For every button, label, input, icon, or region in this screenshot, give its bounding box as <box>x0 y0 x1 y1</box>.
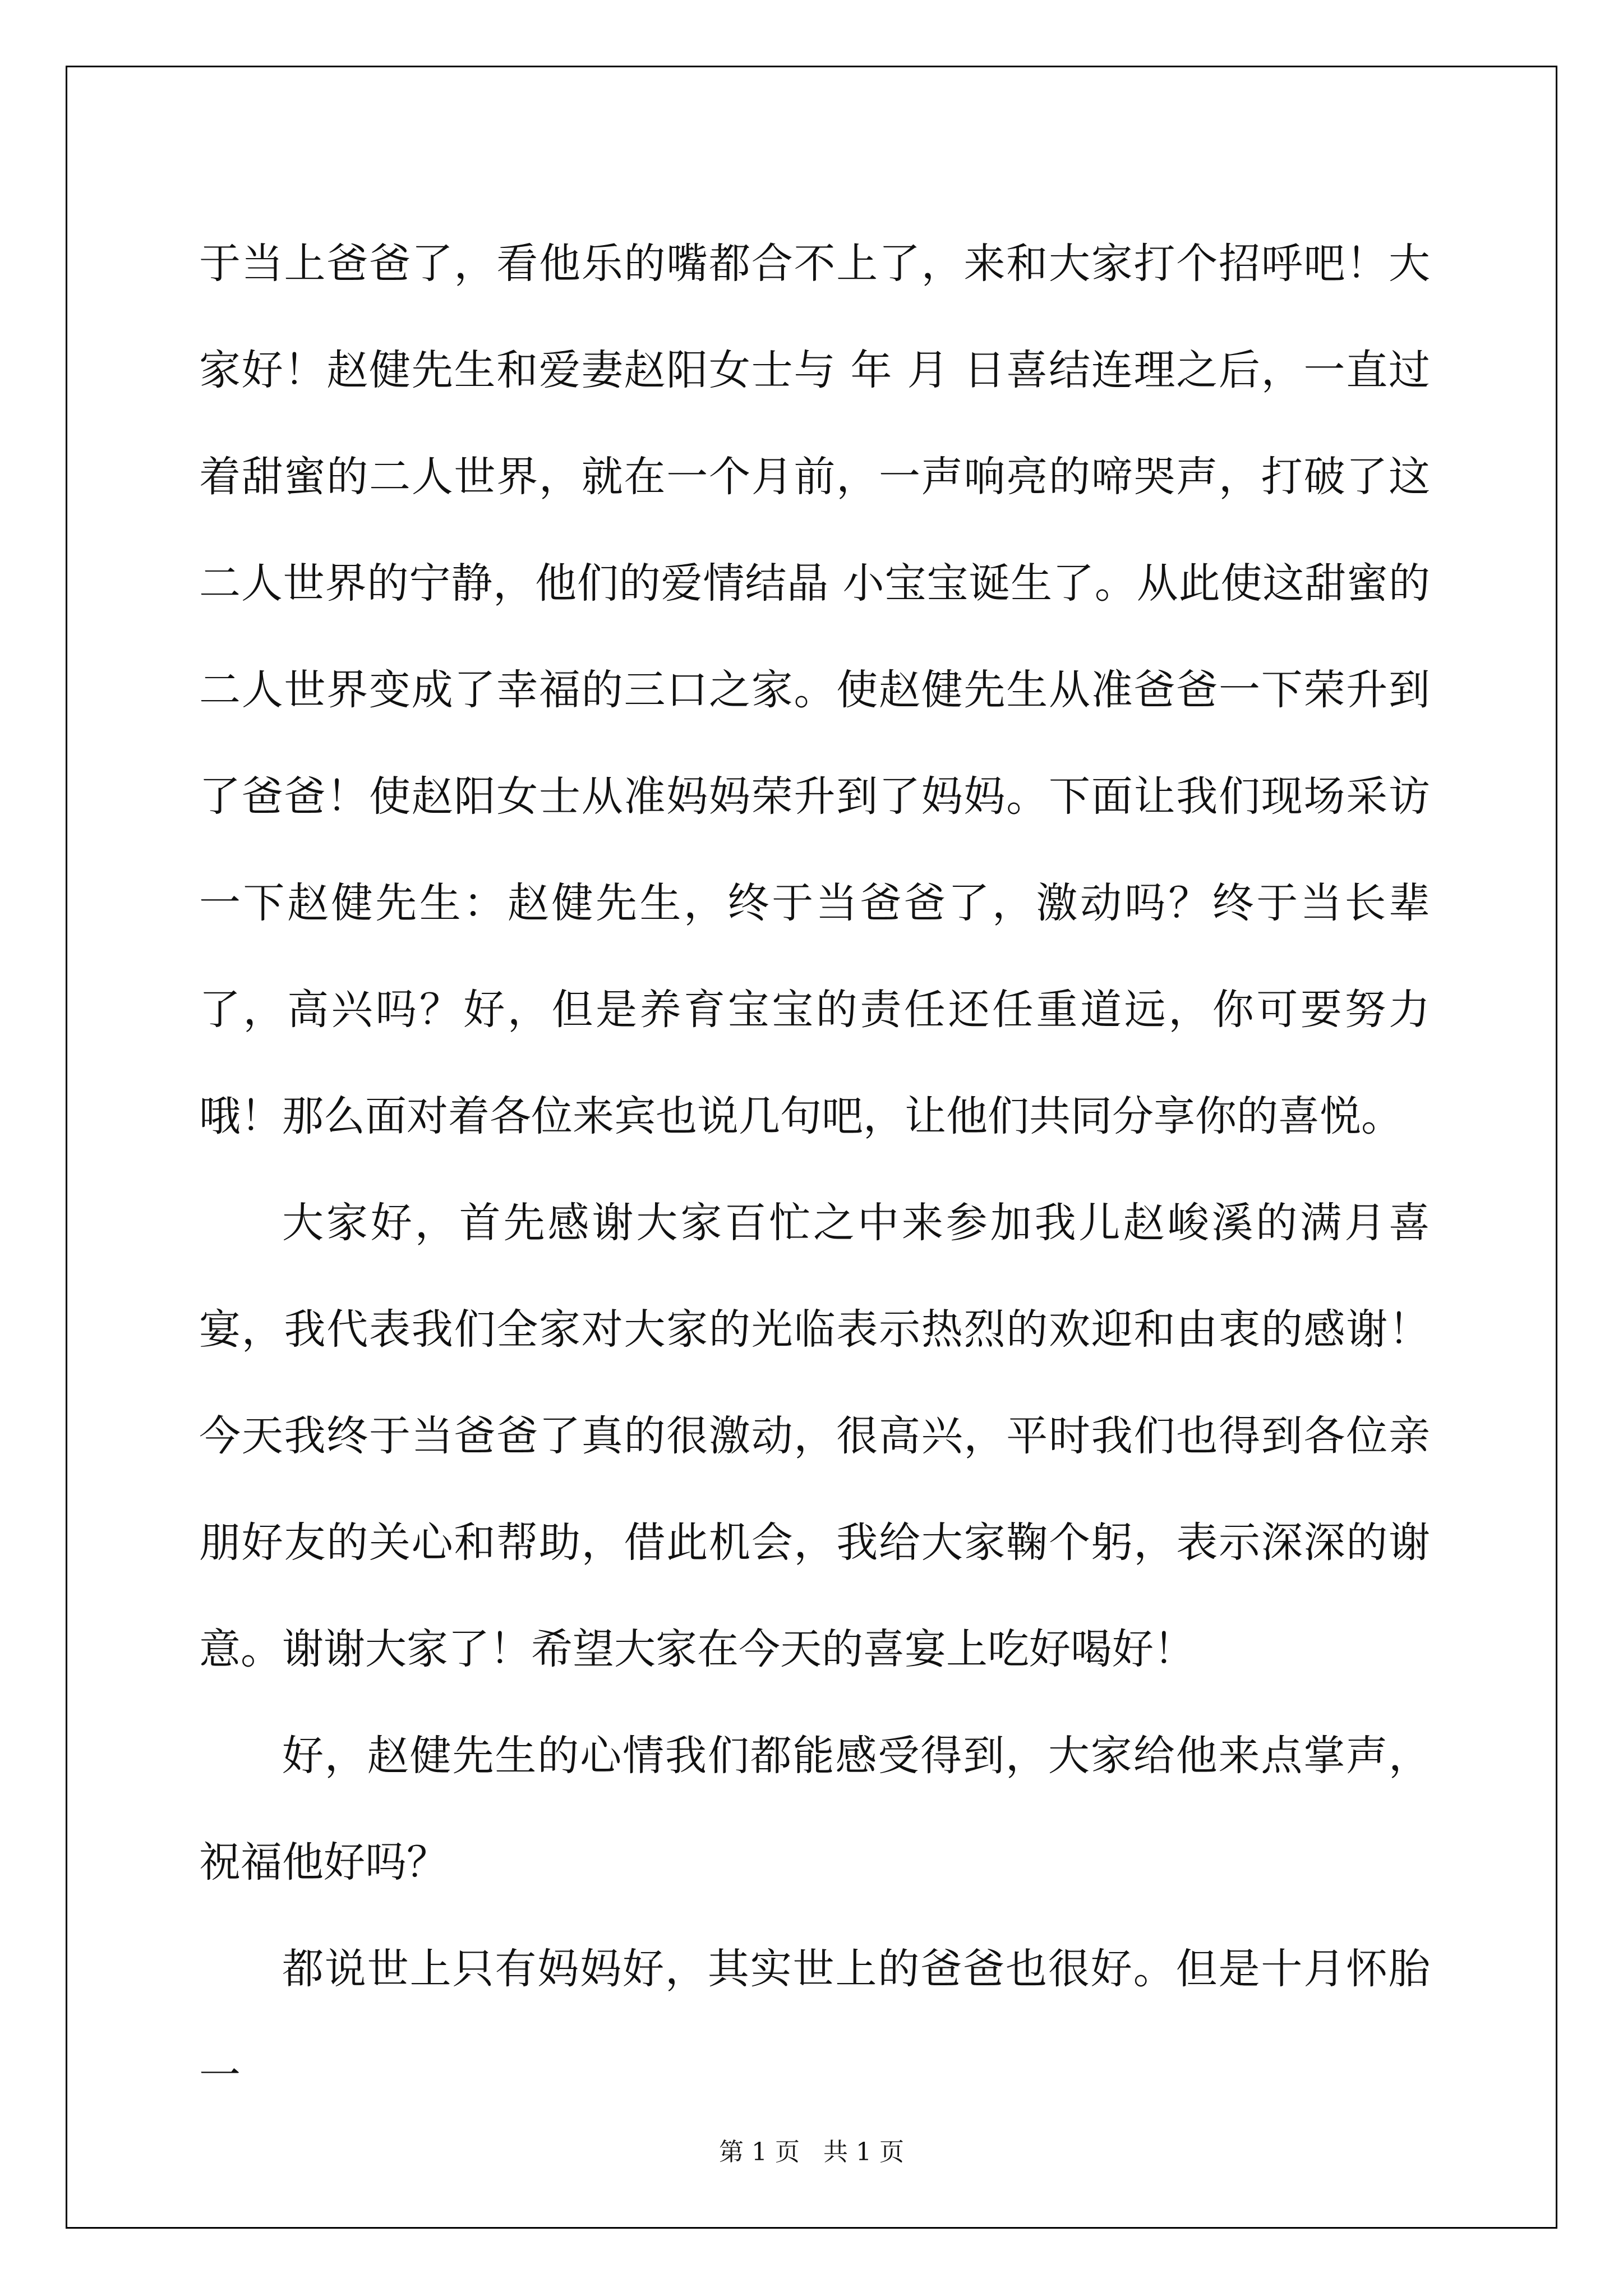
paragraph-3: 好，赵健先生的心情我们都能感受得到，大家给他来点掌声，祝福他好吗？ <box>199 1732 1430 1887</box>
paragraph-2: 大家好，首先感谢大家百忙之中来参加我儿赵峻溪的满月喜宴，我代表我们全家对大家的光临表示热烈的欢迎和由衷的感谢！今天我终于当爸爸了真的很激动，很高兴，平时我们也得到各位亲朋好友的关心和帮助，借此机会，我给大家鞠个躬，表示深深的谢意。谢谢大家了！希望大家在今天的喜宴上吃好喝好！ <box>199 1199 1430 1673</box>
document-body <box>199 210 1430 2129</box>
page-footer <box>0 2132 1623 2168</box>
page-total: 共 1 页 <box>823 2138 904 2166</box>
paragraph-1: 于当上爸爸了，看他乐的嘴都合不上了，来和大家打个招呼吧！大家好！赵健先生和爱妻赵阳女士与 年 月 日喜结连理之后，一直过着甜蜜的二人世界，就在一个月前，一声响亮的啼哭声，打破了这二人世界的宁静，他们的爱情结晶 小宝宝诞生了。从此使这甜蜜的二人世界变成了幸福的三口之家。使赵健先生从准爸爸一下荣升到了爸爸！使赵阳女士从准妈妈荣升到了妈妈。下面让我们现场采访一下赵健先生：赵健先生，终于当爸爸了，激动吗？终于当长辈了，高兴吗？好，但是养育宝宝的责任还任重道远，你可要努力哦！那么面对着各位来宾也说几句吧，让他们共同分享你的喜悦。 <box>199 240 1430 1140</box>
paragraph-4: 都说世上只有妈妈好，其实世上的爸爸也很好。但是十月怀胎一 <box>199 1945 1430 2100</box>
page-number: 第 1 页 <box>719 2138 800 2166</box>
